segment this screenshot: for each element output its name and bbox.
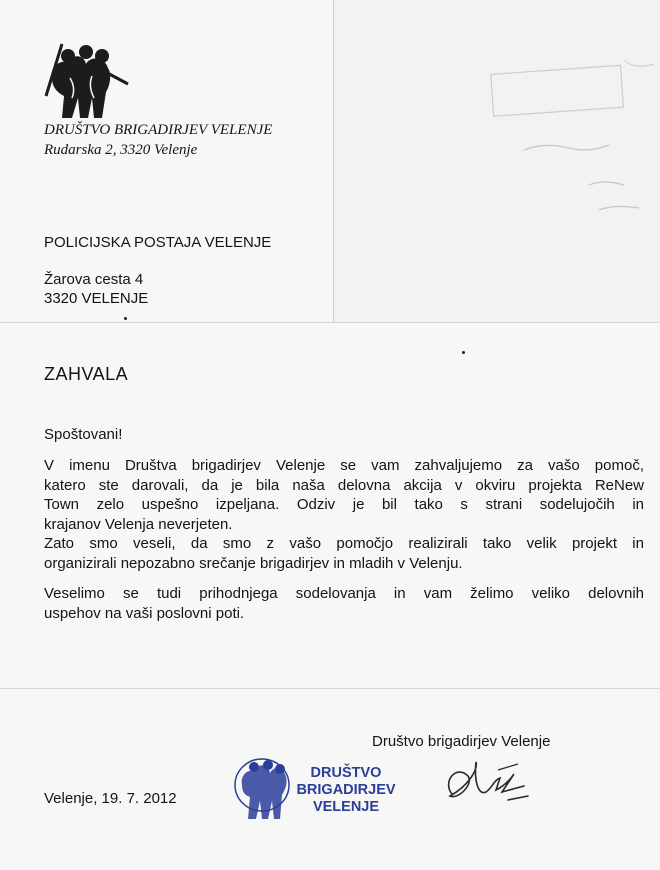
body-line: organizirali nepozabno srečanje brigadirjev in mladih v Velenju. bbox=[44, 554, 463, 572]
body-line: Veselimo se tudi prihodnjega sodelovanja in vam želimo veliko delovnih bbox=[44, 585, 644, 602]
body-paragraph-2 bbox=[44, 534, 644, 573]
stamp-text bbox=[296, 765, 396, 816]
body-line: Town zelo uspešno izpeljana. Odziv je bil tako s strani sodelujočih in bbox=[44, 496, 644, 513]
body-line: krajanov Velenja neverjeten. bbox=[44, 515, 233, 533]
body-line: V imenu Društva brigadirjev Velenje se vam zahvaljujemo za vašo pomoč, bbox=[44, 457, 644, 474]
body-line: Zato smo veseli, da smo z vašo pomočjo realizirali tako velik projekt in bbox=[44, 535, 644, 552]
body-paragraph-3 bbox=[44, 584, 644, 623]
organization-stamp bbox=[232, 755, 402, 825]
brigadier-figures-icon bbox=[42, 38, 130, 124]
letterhead-org-name: DRUŠTVO BRIGADIRJEV VELENJE bbox=[44, 122, 273, 138]
recipient-name: POLICIJSKA POSTAJA VELENJE bbox=[44, 234, 272, 251]
scan-speck bbox=[462, 351, 465, 354]
recipient-street: Žarova cesta 4 bbox=[44, 271, 144, 288]
recipient-city: 3320 VELENJE bbox=[44, 290, 149, 307]
body-line: katero ste darovali, da je bila naša delovna akcija v okviru projekta ReNew bbox=[44, 476, 644, 494]
stamp-line: BRIGADIRJEV bbox=[296, 782, 396, 798]
brigadier-figures-icon bbox=[232, 755, 292, 823]
handwritten-signature-icon bbox=[438, 756, 538, 816]
greeting: Spoštovani! bbox=[44, 426, 123, 443]
fold-line bbox=[0, 322, 660, 323]
faint-stamp-marks bbox=[334, 0, 660, 322]
date-line: Velenje, 19. 7. 2012 bbox=[44, 790, 177, 807]
scan-speck bbox=[124, 317, 127, 320]
body-paragraph-1 bbox=[44, 456, 644, 534]
body-line: uspehov na vaši poslovni poti. bbox=[44, 604, 245, 622]
letterhead-address: Rudarska 2, 3320 Velenje bbox=[44, 142, 198, 158]
letter-heading: ZAHVALA bbox=[44, 364, 129, 384]
stamp-line: VELENJE bbox=[312, 799, 380, 815]
stamp-line: DRUŠTVO bbox=[310, 765, 382, 781]
overlapping-paper bbox=[333, 0, 660, 323]
fold-line bbox=[0, 688, 660, 689]
signature-org-name: Društvo brigadirjev Velenje bbox=[372, 733, 551, 750]
